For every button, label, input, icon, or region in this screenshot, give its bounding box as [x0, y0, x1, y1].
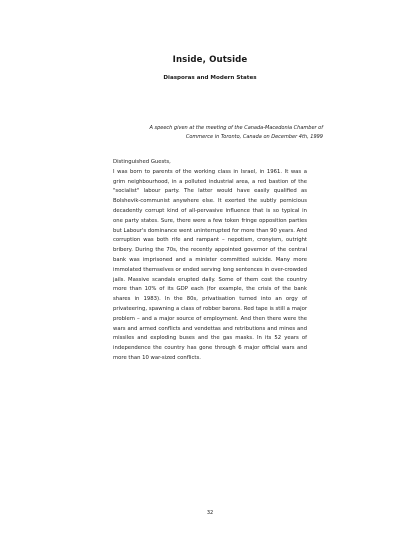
- page-number: 32: [206, 510, 214, 516]
- page-title: Inside, Outside: [172, 55, 248, 65]
- speech-note-line-2: Commerce in Toronto, Canada on December 4th, 1999: [185, 133, 323, 140]
- speech-note-line-1: A speech given at the meeting of the Canada-Macedonia Chamber of: [149, 125, 323, 131]
- body-text: [113, 158, 307, 364]
- body-paragraph: I was born to parents of the working class in Israel, in 1961. It was a grim neighbourhood, in a polluted industrial area, a red bastion of the "socialist" labour party. The latter would have easily qualified as Bolshevik-communist anywhere else. It exerted the subtly pernicious decadently corrupt kind of all-pervasive influence that is so typical in one party states. Sure, there were a few token fringe opposition parties but Labour's dominance went uninterrupted for more than 90 years. And corruption was both rife and rampant – nepotism, cronyism, outright bribery. During the 70s, the recently appointed governor of the central bank was imprisoned and a minister committed suicide. Many more immolated themselves or ended serving long sentences in over-crowded jails. Massive scandals erupted daily. Some of them cost the country more than 10% of its GDP each (for example, the crisis of the bank shares in 1983). In the 80s, privatisation turned into an orgy of privateering, spawning a class of robber barons. Red tape is still a major problem – and a major source of employment. And then there were the wars and armed conflicts and vendettas and retributions and mines and missiles and exploding buses and the gas masks. In its 52 years of independence the country has gone through 6 major official wars and more than 10 war-sized conflicts.: [113, 168, 307, 361]
- page-subtitle: Diasporas and Modern States: [163, 75, 257, 81]
- salutation: Distinguished Guests,: [113, 159, 171, 165]
- speech-note: [123, 124, 323, 141]
